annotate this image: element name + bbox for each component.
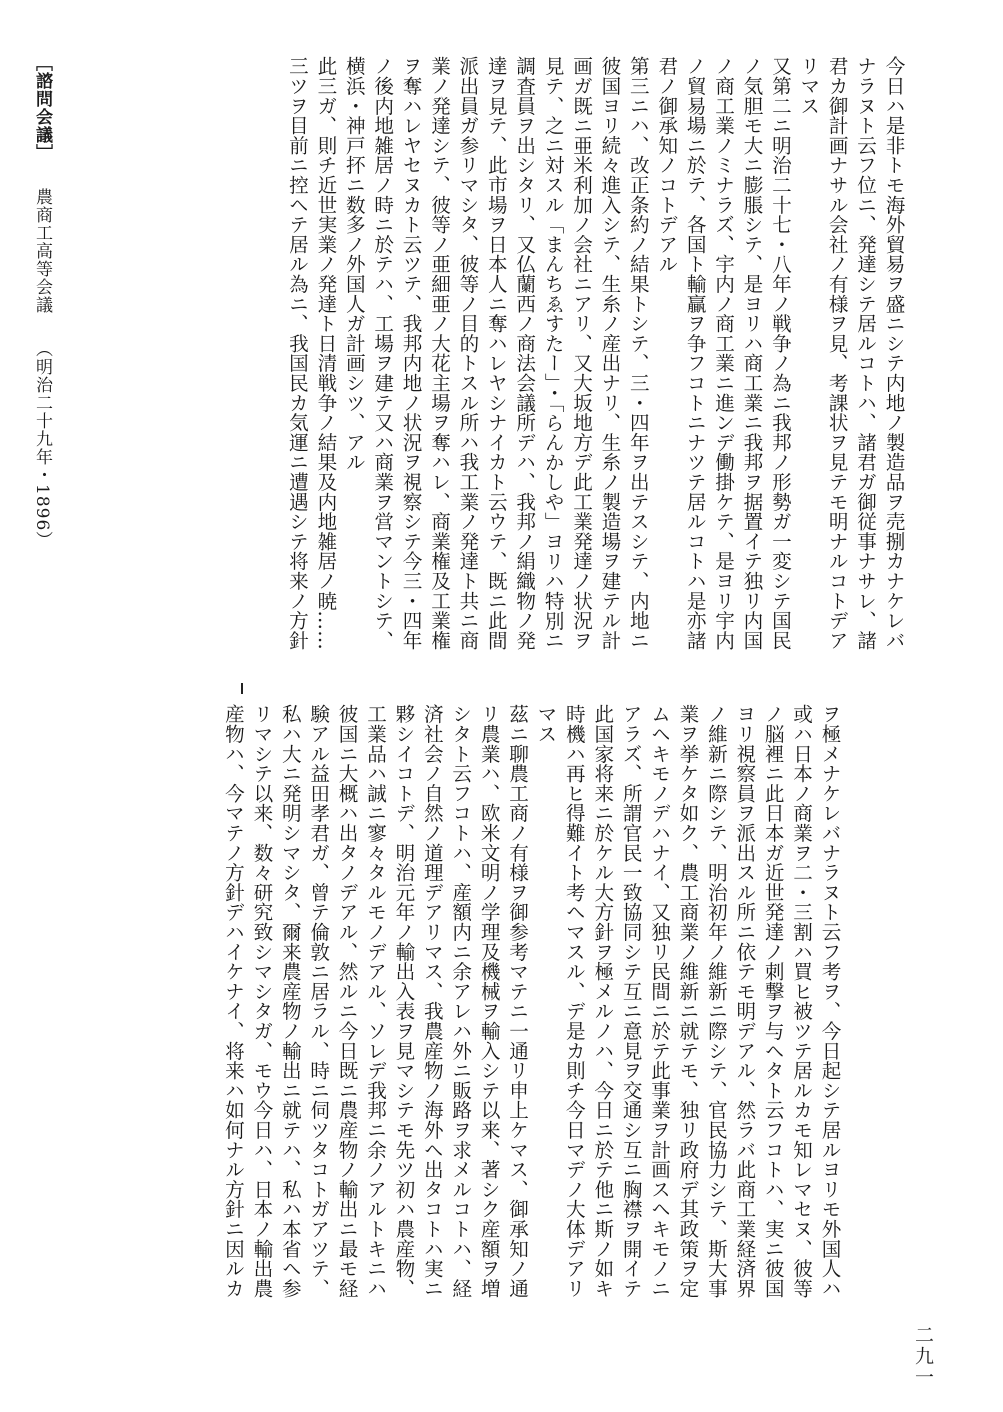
text-column: 君ノ御承知ノコトデアル xyxy=(654,56,678,274)
text-column: 見テ、之ニ対スル「まんちゑすたー」・「らんかしや」ヨリハ特別ニ xyxy=(541,56,565,651)
text-column: 夥シイコトデ、明治元年ノ輸出入表ヲ見マシテモ先ツ初ハ農産物、 xyxy=(391,704,415,1298)
text-column: 此三ガ、則チ近世実業ノ発達ト日清戦争ノ結果及内地雑居ノ暁…… xyxy=(313,56,337,650)
text-column: ノ維新ニ際シテ、明治初年ノ維新ニ際シテ、官民協力シテ、斯大事 xyxy=(704,704,728,1298)
text-column: 茲ニ聊農工商ノ有様ヲ御参考マテニ一通リ申上ケマス、御承知ノ通 xyxy=(505,704,529,1298)
header-year: （明治二十九年・1896） xyxy=(32,340,52,550)
text-column: ヨリ視察員ヲ派出スル所ニ依テモ明デアル、然ラバ此商工業経済界 xyxy=(732,704,756,1298)
header-title: 農商工高等会議 xyxy=(32,188,52,314)
text-column: 彼国ニ大概ハ出タノデアル、然ルニ今日既ニ農産物ノ輸出ニ最モ経 xyxy=(335,704,359,1298)
text-column: 画ガ既ニ亜米利加ノ会社ニアリ、又大坂地方デ此工業発達ノ状況ヲ xyxy=(569,56,593,650)
text-column: 此国家将来ニ於ケル大方針ヲ極メルノハ、今日ニ於テ他ニ斯ノ如キ xyxy=(590,704,614,1298)
text-column: ヲ極メナケレバナラヌト云フ考ヲ、今日起シテ居ルヨリモ外国人ハ xyxy=(818,704,841,1298)
text-column: 派出員ガ参リマシタ、彼等ノ目的トスル所ハ我工業ノ発達ト共ニ商 xyxy=(455,56,479,650)
text-column: 今日ハ是非トモ海外貿易ヲ盛ニシテ内地ノ製造品ヲ売捌カナケレバ xyxy=(882,56,905,650)
text-column: 君カ御計画ナサル会社ノ有様ヲ見、考課状ヲ見テモ明ナルコトデア xyxy=(825,56,849,650)
text-column: 業ヲ挙ケタ如ク、農工商業ノ維新ニ就テモ、独リ政府デ其政策ヲ定 xyxy=(675,704,699,1298)
text-column: リマシテ以来、数々研究致シマシタガ、モウ今日ハ、日本ノ輸出農 xyxy=(249,704,273,1298)
text-column: 験アル益田孝君ガ、曾テ倫敦ニ居ラル、時ニ伺ツタコトガアツテ、 xyxy=(306,704,330,1298)
page-number: 二九一 xyxy=(912,1325,934,1388)
text-column: 工業品ハ誠ニ寥々タルモノデアル、ソレデ我邦ニ余ノアルトキニハ xyxy=(363,704,387,1298)
text-column: 時機ハ再ヒ得難イト考ヘマスル、デ是カ則チ今日マデノ大体デアリ xyxy=(562,704,586,1298)
text-column: 業ノ発達シテ、彼等ノ亜細亜ノ大花主場ヲ奪ハレ、商業権及工業権 xyxy=(427,56,451,650)
running-header xyxy=(30,54,55,549)
section-label: ［諮問会議］ xyxy=(32,54,52,162)
text-column: ノ商工業ノミナラズ、宇内ノ商工業ニ進ンデ働掛ケテ、是ヨリ宇内 xyxy=(711,56,735,650)
lower-text-block xyxy=(218,704,843,1298)
text-column: ヲ奪ハレヤセヌカト云ツテ、我邦内地ノ状況ヲ視察シテ今三・四年 xyxy=(399,56,423,650)
text-column: 又第二ニ明治二十七・八年ノ戦争ノ為ニ我邦ノ形勢ガ一変シテ国民 xyxy=(768,56,792,650)
text-column: ノ脳裡ニ此日本ガ近世発達ノ刺撃ヲ与ヘタト云フコトハ、実ニ彼国 xyxy=(761,704,785,1298)
upper-text-block xyxy=(282,56,907,650)
text-column: ノ後内地雑居ノ時ニ於テハ、工場ヲ建テ又ハ商業ヲ営マントシテ、 xyxy=(370,56,394,650)
text-column: ナラヌト云フ位ニ、発達シテ居ルコトハ、諸君ガ御従事ナサレ、諸 xyxy=(853,56,877,650)
text-column: 三ツヲ目前ニ控ヘテ居ル為ニ、我国民カ気運ニ遭遇シテ将来ノ方針 xyxy=(285,56,309,650)
text-column: リマス xyxy=(796,56,820,116)
text-column: アラズ、所謂官民一致協同シテ互ニ意見ヲ交通シ互ニ胸襟ヲ開イテ xyxy=(619,704,643,1298)
text-column: 私ハ大ニ発明シマシタ、爾来農産物ノ輸出ニ就テハ、私ハ本省ヘ参 xyxy=(278,704,302,1298)
text-column: リ農業ハ、欧米文明ノ学理及機械ヲ輸入シテ以来、著シク産額ヲ増 xyxy=(477,704,501,1298)
text-column: 済社会ノ自然ノ道理デアリマス、我農産物ノ海外ヘ出タコトハ実ニ xyxy=(420,704,444,1298)
text-column: 調査員ヲ出シタリ、又仏蘭西ノ商法会議所デハ、我邦ノ絹織物ノ発 xyxy=(512,56,536,650)
text-column: ノ気胆モ大ニ膨脹シテ、是ヨリハ商工業ニ我邦ヲ据置イテ独リ内国 xyxy=(739,56,763,650)
text-column: ムヘキモノデハナイ、又独リ民間ニ於テ此事業ヲ計画スヘキモノニ xyxy=(647,704,671,1298)
text-column: ノ貿易場ニ於テ、各国ト輸贏ヲ争フコトニナツテ居ルコトハ是亦諸 xyxy=(683,56,707,650)
text-column: シタト云フコトハ、産額内ニ余アレハ外ニ販路ヲ求メルコトハ、経 xyxy=(448,704,472,1298)
text-column: 横浜・神戸抔ニ数多ノ外国人ガ計画シツ、アル xyxy=(342,56,366,472)
text-column: 或ハ日本ノ商業ヲ二・三割ハ買ヒ被ツテ居ルカモ知レマセヌ、彼等 xyxy=(789,704,813,1298)
text-column: 達ヲ見テ、此市場ヲ日本人ニ奪ハレヤシナイカト云ウテ、既ニ此間 xyxy=(484,56,508,650)
text-column: 第三ニハ、改正条約ノ結果トシテ、三・四年ヲ出テスシテ、内地ニ xyxy=(626,56,650,650)
print-mark xyxy=(241,683,243,694)
text-column: 産物ハ、今マテノ方針デハイケナイ、将来ハ如何ナル方針ニ因ルカ xyxy=(221,704,245,1298)
text-column: マス xyxy=(533,704,557,744)
text-column: 彼国ヨリ続々進入シテ、生糸ノ産出ナリ、生糸ノ製造場ヲ建テル計 xyxy=(597,56,621,650)
